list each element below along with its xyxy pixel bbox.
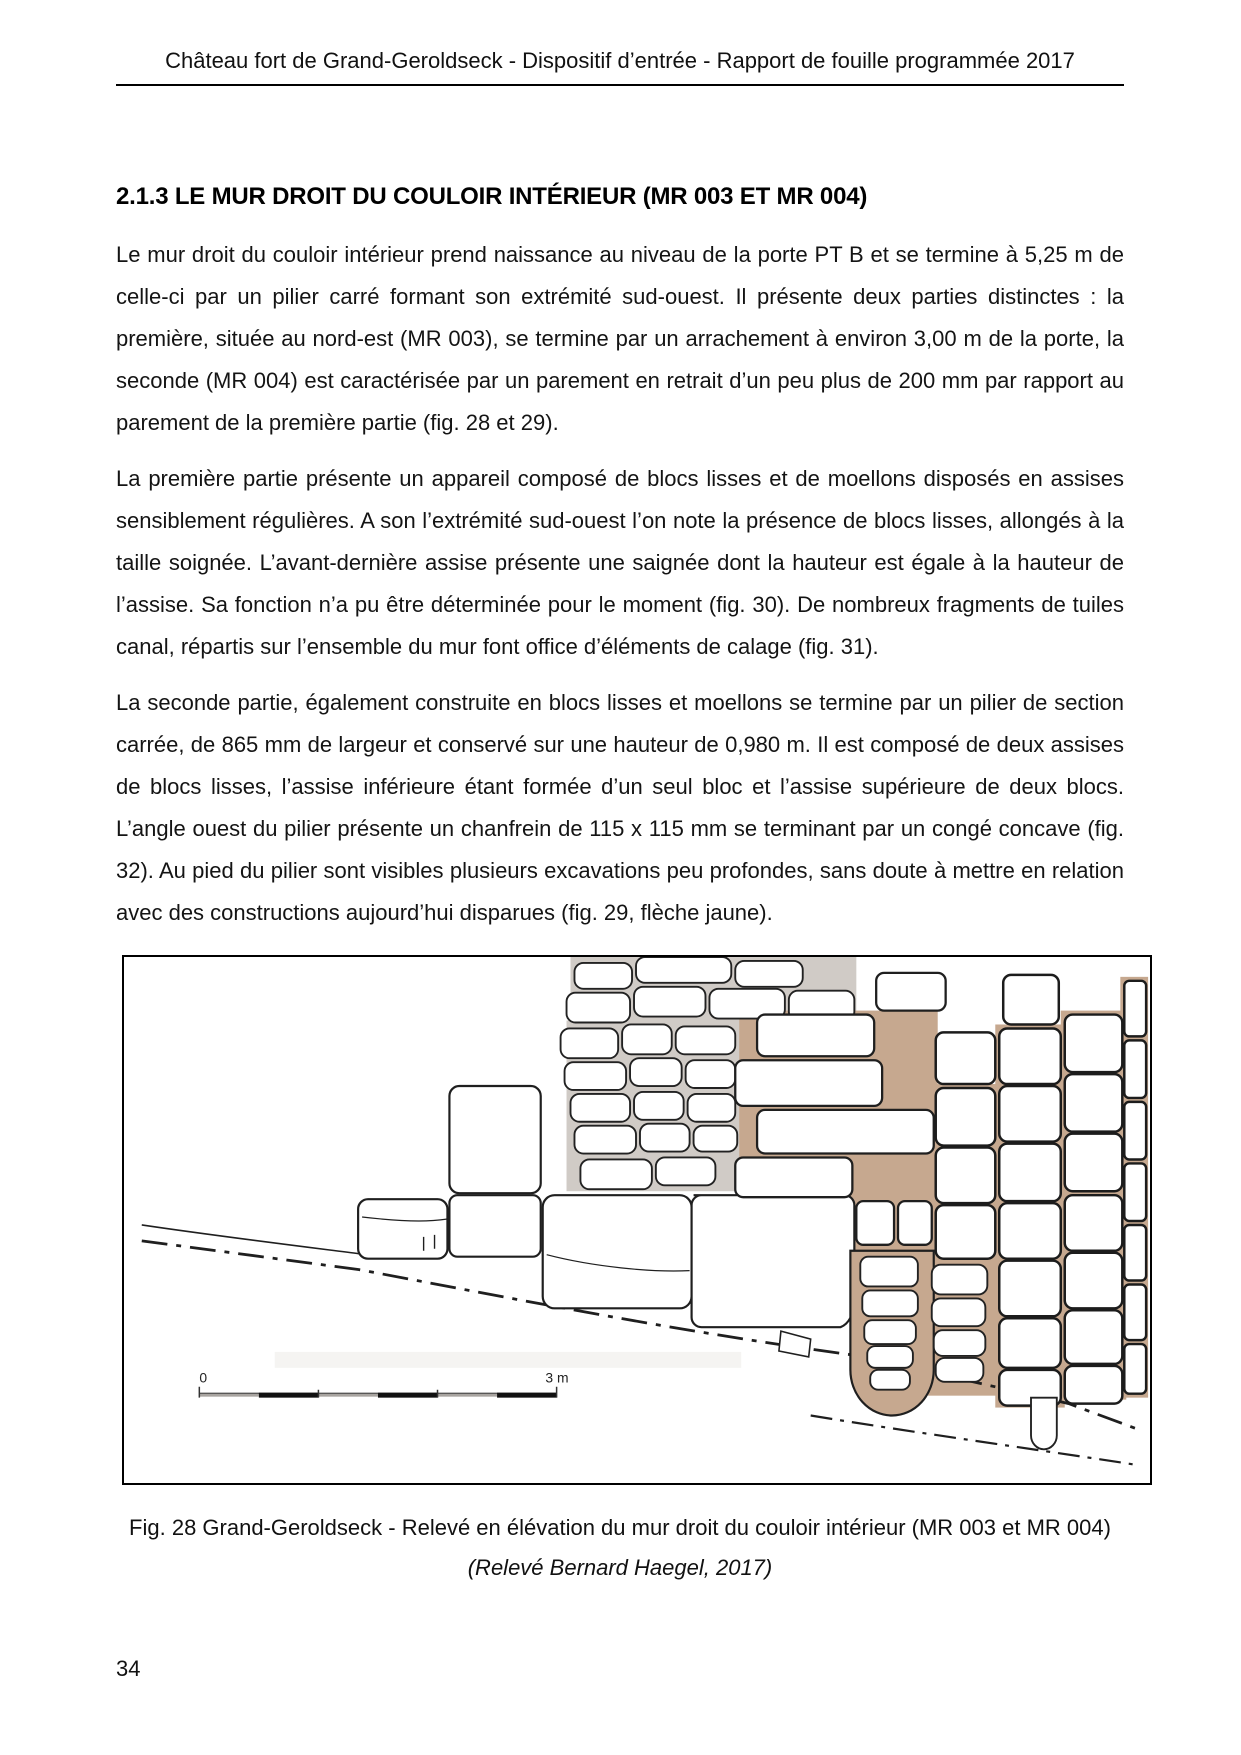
figure-credit: (Relevé Bernard Haegel, 2017) (467, 1555, 773, 1580)
body-paragraph-1: Le mur droit du couloir intérieur prend naissance au niveau de la porte PT B et se termine à 5,25 m de celle-ci par un pilier carré formant son extrémité sud-ouest. Il présente deux parties distinctes : la première, située au nord-est (MR 003), se termine par un arrachement à environ 3,00 m de la porte, la seconde (MR 004) est caractérisée par un parement en retrait d’un peu plus de 200 mm par rapport au parement de la première partie (fig. 28 et 29). (116, 242, 1124, 435)
body-paragraph-3: La seconde partie, également construite en blocs lisses et moellons se termine par un pilier de section carrée, de 865 mm de largeur et conservé sur une hauteur de 0,980 m. Il est composé de deux assises de blocs lisses, l’assise inférieure étant formée d’un seul bloc et l’assise supérieure de deux blocs. L’angle ouest du pilier présente un chanfrein de 115 x 115 mm se terminant par un congé concave (fig. 32). Au pied du pilier sont visibles plusieurs excavations peu profondes, sans doute à mettre en relation avec des constructions aujourd’hui disparues (fig. 29, flèche jaune). (116, 690, 1124, 925)
page-number: 34 (116, 1656, 141, 1681)
figure-caption (116, 1508, 1124, 1588)
wall-elevation-drawing (124, 957, 1150, 1483)
page-header (116, 46, 1124, 86)
scale-zero-label: 0 (199, 1369, 208, 1386)
scale-max-label: 3 m (545, 1369, 569, 1386)
body-paragraph-2: La première partie présente un appareil composé de blocs lisses et de moellons disposés en assises sensiblement régulières. A son l’extrémité sud-ouest l’on note la présence de blocs lisses, allongés à la taille soignée. L’avant-dernière assise présente une saignée dont la hauteur est égale à la hauteur de l’assise. Sa fonction n’a pu être déterminée pour le moment (fig. 30). De nombreux fragments de tuiles canal, répartis sur l’ensemble du mur font office d’éléments de calage (fig. 31). (116, 466, 1124, 659)
section-heading: 2.1.3 LE MUR DROIT DU COULOIR INTÉRIEUR (MR 003 ET MR 004) (116, 182, 868, 210)
scale-bar (199, 1370, 568, 1398)
figure-28-frame (122, 955, 1152, 1485)
pillar-foot-column (850, 1251, 933, 1416)
figure-caption-text: Fig. 28 Grand-Geroldseck - Relevé en élévation du mur droit du couloir intérieur (MR 003 et MR 004) (129, 1515, 1111, 1540)
header-title: Château fort de Grand-Geroldseck - Dispositif d’entrée - Rapport de fouille programmée 2017 (165, 48, 1075, 73)
